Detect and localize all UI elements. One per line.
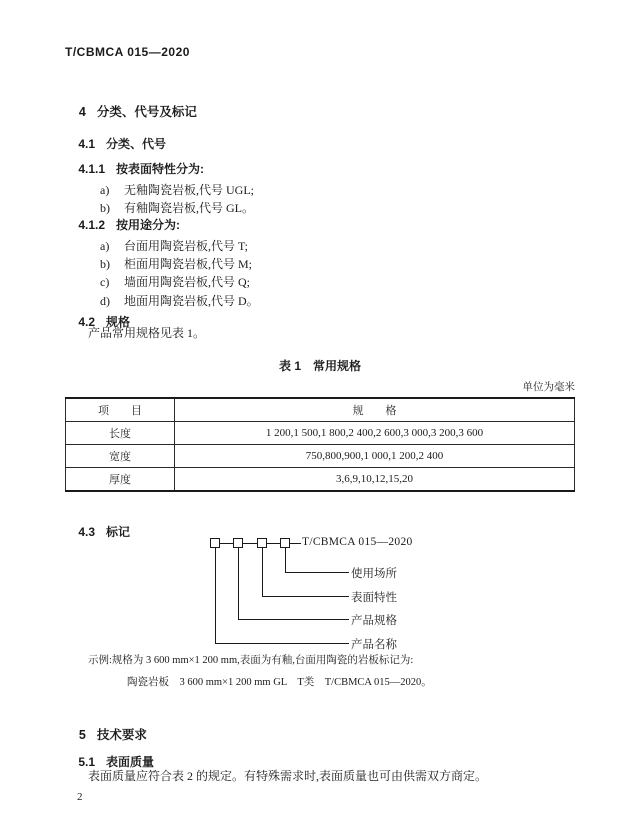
list-text: 无釉陶瓷岩板,代号 UGL;: [124, 183, 254, 197]
section-4-3-heading: [65, 509, 130, 554]
section-5-1-body: 表面质量应符合表 2 的规定。有特殊需求时,表面质量也可由供需双方商定。: [88, 769, 488, 783]
list-text: 地面用陶瓷岩板,代号 D。: [124, 294, 259, 308]
table-cell-item: 宽度: [66, 445, 175, 468]
section-4-2-body: 产品常用规格见表 1。: [88, 326, 206, 340]
leader-line: [215, 643, 349, 644]
list-marker: a): [100, 183, 110, 197]
list-marker: b): [100, 257, 110, 271]
table-1-caption: 表 1 常用规格: [278, 359, 361, 373]
leader-line: [238, 619, 349, 620]
table-cell-item: 长度: [66, 422, 175, 445]
table-cell-spec: 750,800,900,1 000,1 200,2 400: [175, 445, 575, 468]
marking-example-line2: 陶瓷岩板 3 600 mm×1 200 mm GL T类 T/CBMCA 015—2020。: [127, 677, 432, 688]
list-marker: d): [100, 294, 110, 308]
clause-number: 4.3: [78, 525, 96, 539]
marking-box-2: [233, 538, 243, 548]
leader-line: [262, 596, 349, 597]
diagram-standard-number: T/CBMCA 015—2020: [302, 536, 413, 548]
table-row: [66, 468, 575, 492]
clause-number: 5.1: [78, 755, 96, 769]
clause-number: 4: [78, 105, 86, 119]
marking-example-line1: 示例:规格为 3 600 mm×1 200 mm,表面为有釉,台面用陶瓷的岩板标记为:: [88, 655, 414, 666]
page-number: 2: [77, 791, 83, 803]
leader-line: [238, 548, 239, 619]
diagram-label-product-name: 产品名称: [351, 639, 397, 651]
list-text: 台面用陶瓷岩板,代号 T;: [124, 239, 249, 253]
table-header-spec: 规 格: [175, 398, 575, 422]
list-text: 柜面用陶瓷岩板,代号 M;: [124, 257, 253, 271]
table-cell-item: 厚度: [66, 468, 175, 492]
connector-dash: [243, 543, 257, 544]
clause-number: 4.1: [78, 137, 96, 151]
leader-line: [215, 548, 216, 643]
marking-box-3: [257, 538, 267, 548]
clause-title: 规格: [106, 315, 131, 329]
clause-number: 4.1.1: [78, 162, 106, 176]
clause-number: 4.2: [78, 315, 96, 329]
table-1-unit-note: 单位为毫米: [522, 382, 575, 393]
leader-line: [285, 572, 349, 573]
connector-dash: [220, 543, 233, 544]
table-row: [66, 422, 575, 445]
list-marker: b): [100, 201, 110, 215]
leader-line: [285, 548, 286, 572]
list-text: 有釉陶瓷岩板,代号 GL。: [124, 201, 254, 215]
clause-title: 按用途分为:: [116, 218, 181, 232]
marking-diagram: [205, 536, 505, 656]
clause-title: 标记: [106, 525, 131, 539]
diagram-label-surface-feature: 表面特性: [351, 592, 397, 604]
clause-title: 表面质量: [106, 755, 155, 769]
marking-box-4: [280, 538, 290, 548]
connector-dash: [290, 543, 301, 544]
clause-number: 5: [78, 728, 86, 742]
leader-line: [262, 548, 263, 596]
list-marker: a): [100, 239, 110, 253]
clause-title: 技术要求: [96, 728, 147, 742]
table-cell-spec: 3,6,9,10,12,15,20: [175, 468, 575, 492]
clause-title: 分类、代号及标记: [96, 105, 197, 119]
table-header-row: [66, 398, 575, 422]
list-text: 墙面用陶瓷岩板,代号 Q;: [124, 275, 251, 289]
clause-number: 4.1.2: [78, 218, 106, 232]
list-marker: c): [100, 275, 110, 289]
table-1-common-specs: [65, 397, 575, 492]
connector-dash: [267, 543, 280, 544]
clause-title: 按表面特性分为:: [116, 162, 205, 176]
table-cell-spec: 1 200,1 500,1 800,2 400,2 600,3 000,3 200,3 600: [175, 422, 575, 445]
clause-title: 分类、代号: [106, 137, 167, 151]
standard-number-header: T/CBMCA 015—2020: [65, 45, 190, 59]
table-header-item: 项 目: [66, 398, 175, 422]
table-row: [66, 445, 575, 468]
marking-box-1: [210, 538, 220, 548]
diagram-label-product-spec: 产品规格: [351, 615, 397, 627]
diagram-label-usage-place: 使用场所: [351, 568, 397, 580]
